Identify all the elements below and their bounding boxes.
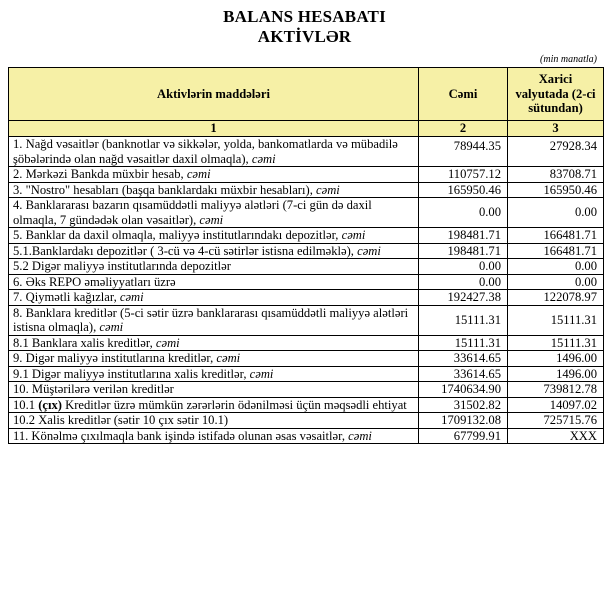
table-row: [9, 228, 604, 244]
table-row: [9, 243, 604, 259]
row-label: 5.2 Digər maliyyə institutlarında depozitlər: [9, 259, 419, 275]
row-label: 6. Əks REPO əməliyyatları üzrə: [9, 274, 419, 290]
column-index-2: 2: [419, 121, 508, 137]
table-row: [9, 351, 604, 367]
row-total: 78944.35: [419, 137, 508, 167]
header-foreign-currency: Xarici valyutada (2-ci sütundan): [508, 68, 604, 121]
row-foreign: 1496.00: [508, 366, 604, 382]
table-row: [9, 397, 604, 413]
row-foreign: 725715.76: [508, 413, 604, 429]
table-row: [9, 259, 604, 275]
row-foreign: XXX: [508, 428, 604, 444]
row-foreign: 83708.71: [508, 167, 604, 183]
row-label: 8.1 Banklara xalis kreditlər, cəmi: [9, 335, 419, 351]
row-total: 1740634.90: [419, 382, 508, 398]
row-label: 10. Müştərilərə verilən kreditlər: [9, 382, 419, 398]
row-label: 1. Nağd vəsaitlər (banknotlar və sikkələr, yolda, bankomatlarda və mübadilə şöbələrində olan nağd vəsaitlər daxil olmaqla), cəmi: [9, 137, 419, 167]
row-label: 5. Banklar da daxil olmaqla, maliyyə institutlarındakı depozitlər, cəmi: [9, 228, 419, 244]
table-row: [9, 182, 604, 198]
table-row: [9, 382, 604, 398]
row-total: 33614.65: [419, 351, 508, 367]
row-label: 5.1.Banklardakı depozitlər ( 3-cü və 4-cü sətirlər istisna edilməklə), cəmi: [9, 243, 419, 259]
table-row: [9, 137, 604, 167]
row-label: 2. Mərkəzi Bankda müxbir hesab, cəmi: [9, 167, 419, 183]
row-label: 4. Banklararası bazarın qısamüddətli maliyyə alətləri (7-ci gün də daxil olmaqla, 7 gündədək olan vəsaitlər), cəmi: [9, 198, 419, 228]
row-total: 15111.31: [419, 335, 508, 351]
row-label: 7. Qiymətli kağızlar, cəmi: [9, 290, 419, 306]
row-total: 0.00: [419, 274, 508, 290]
row-foreign: 1496.00: [508, 351, 604, 367]
row-total: 67799.91: [419, 428, 508, 444]
row-total: 15111.31: [419, 305, 508, 335]
table-row: [9, 428, 604, 444]
row-total: 110757.12: [419, 167, 508, 183]
header-assets: Aktivlərin maddələri: [9, 68, 419, 121]
row-label: 10.1 (çıx) Kreditlər üzrə mümkün zərərlərin ödənilməsi üçün məqsədli ehtiyat: [9, 397, 419, 413]
column-index-3: 3: [508, 121, 604, 137]
table-row: [9, 366, 604, 382]
row-foreign: 15111.31: [508, 335, 604, 351]
row-foreign: 14097.02: [508, 397, 604, 413]
column-index-1: 1: [9, 121, 419, 137]
column-index-row: [9, 121, 604, 137]
row-total: 198481.71: [419, 228, 508, 244]
header-total: Cəmi: [419, 68, 508, 121]
table-row: [9, 274, 604, 290]
row-total: 1709132.08: [419, 413, 508, 429]
row-foreign: 165950.46: [508, 182, 604, 198]
row-foreign: 0.00: [508, 274, 604, 290]
table-row: [9, 305, 604, 335]
row-foreign: 739812.78: [508, 382, 604, 398]
row-label: 9.1 Digər maliyyə institutlarına xalis kreditlər, cəmi: [9, 366, 419, 382]
row-label: 10.2 Xalis kreditlər (sətir 10 çıx sətir 10.1): [9, 413, 419, 429]
row-total: 192427.38: [419, 290, 508, 306]
row-total: 198481.71: [419, 243, 508, 259]
page-title: BALANS HESABATI: [223, 7, 386, 26]
row-total: 31502.82: [419, 397, 508, 413]
balance-sheet-table: [8, 67, 604, 444]
row-foreign: 0.00: [508, 198, 604, 228]
row-foreign: 0.00: [508, 259, 604, 275]
row-label: 11. Könəlmə çıxılmaqla bank işində istifadə olunan əsas vəsaitlər, cəmi: [9, 428, 419, 444]
table-row: [9, 335, 604, 351]
page-subtitle: AKTİVLƏR: [257, 27, 352, 46]
table-row: [9, 167, 604, 183]
table-row: [9, 290, 604, 306]
unit-note: (min manatla): [540, 54, 597, 65]
row-foreign: 15111.31: [508, 305, 604, 335]
header-row: [9, 68, 604, 121]
row-total: 0.00: [419, 198, 508, 228]
row-foreign: 122078.97: [508, 290, 604, 306]
row-total: 0.00: [419, 259, 508, 275]
row-label: 9. Digər maliyyə institutlarına kreditlər, cəmi: [9, 351, 419, 367]
table-row: [9, 198, 604, 228]
row-foreign: 27928.34: [508, 137, 604, 167]
row-foreign: 166481.71: [508, 228, 604, 244]
row-total: 33614.65: [419, 366, 508, 382]
row-total: 165950.46: [419, 182, 508, 198]
table-row: [9, 413, 604, 429]
row-label: 3. "Nostro" hesabları (başqa banklardakı müxbir hesabları), cəmi: [9, 182, 419, 198]
row-foreign: 166481.71: [508, 243, 604, 259]
row-label: 8. Banklara kreditlər (5-ci sətir üzrə banklararası qısamüddətli maliyyə alətləri istisna olmaqla), cəmi: [9, 305, 419, 335]
